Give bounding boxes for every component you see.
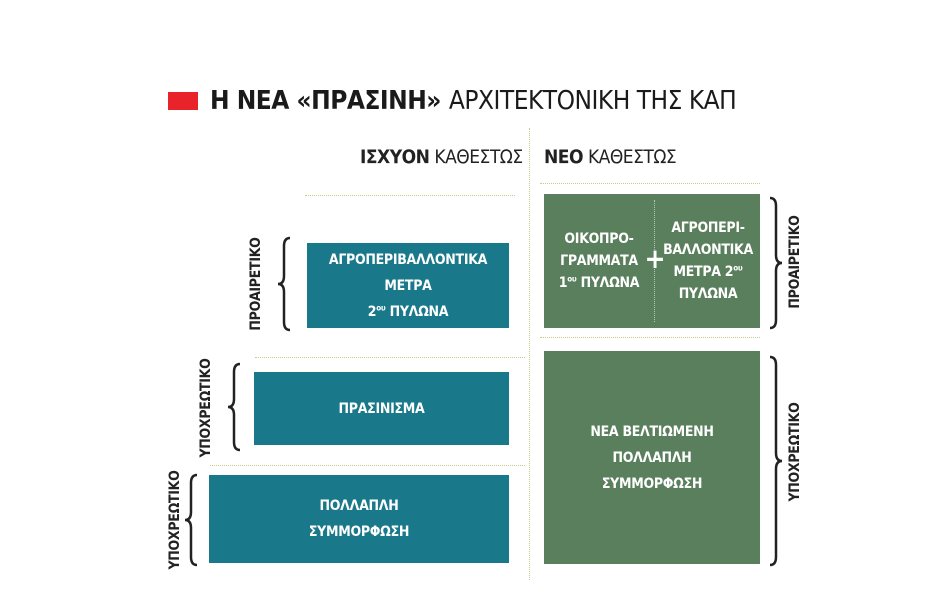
new-voluntary-box bbox=[544, 194, 760, 328]
bracket-new-voluntary bbox=[766, 196, 784, 330]
new-eco-schemes-line1: ΟΙΚΟΠΡΟ- bbox=[564, 231, 634, 247]
bracket-current-mandatory-1 bbox=[226, 362, 244, 452]
title-rest: ΑΡΧΙΤΕΚΤΟΝΙΚΗ ΤΗΣ ΚΑΠ bbox=[448, 86, 737, 116]
label-new-voluntary: ΠΡΟΑΙΡΕΤΙΚΟ bbox=[787, 215, 803, 309]
new-conditionality-line1: ΝΕΑ ΒΕΛΤΙΩΜΕΝΗ bbox=[590, 423, 714, 440]
bracket-new-mandatory bbox=[766, 355, 784, 567]
new-agri-env-pre: ΜΕΤΡΑ 2 bbox=[673, 264, 734, 280]
current-agri-env-rest: ΠΥΛΩΝΑ bbox=[389, 303, 449, 320]
column-header-current bbox=[360, 146, 523, 168]
guide-mid-right bbox=[540, 337, 760, 338]
guide-top-left bbox=[305, 195, 515, 196]
guide-top-right bbox=[540, 183, 760, 184]
new-agri-env-sup: ου bbox=[733, 263, 743, 273]
new-eco-schemes-sup: ου bbox=[567, 274, 577, 284]
new-enhanced-conditionality-box bbox=[544, 351, 760, 564]
new-eco-schemes-line3 bbox=[559, 272, 639, 294]
plus-sign: + bbox=[644, 242, 666, 275]
bracket-current-mandatory-2 bbox=[183, 473, 201, 567]
current-agri-env-box bbox=[307, 243, 509, 328]
bracket-current-voluntary bbox=[276, 236, 294, 332]
current-greening-box bbox=[254, 372, 509, 445]
column-header-current-rest: ΚΑΘΕΣΤΩΣ bbox=[434, 146, 523, 168]
new-conditionality-line3: ΣΥΜΜΟΡΦΩΣΗ bbox=[601, 475, 703, 492]
current-greening-label: ΠΡΑΣΙΝΙΣΜΑ bbox=[338, 400, 425, 417]
new-eco-schemes-rest: ΠΥΛΩΝΑ bbox=[580, 275, 640, 291]
current-agri-env-num: 2 bbox=[367, 303, 377, 320]
current-cross-compliance-line1: ΠΟΛΛΑΠΛΗ bbox=[319, 498, 399, 514]
title-bold: Η ΝΕΑ «ΠΡΑΣΙΝΗ» bbox=[210, 86, 441, 116]
column-header-new bbox=[544, 146, 676, 168]
current-agri-env-sup: ου bbox=[376, 302, 386, 312]
new-agri-env-line1: ΑΓΡΟΠΕΡΙ- bbox=[671, 220, 745, 236]
label-current-mandatory-2: ΥΠΟΧΡΕΩΤΙΚΟ bbox=[167, 470, 183, 570]
new-eco-schemes bbox=[544, 194, 654, 328]
new-agri-env bbox=[656, 194, 760, 328]
new-agri-env-line4: ΠΥΛΩΝΑ bbox=[678, 286, 738, 302]
column-header-current-bold: ΙΣΧΥΟΝ bbox=[360, 146, 430, 168]
new-agri-env-line3 bbox=[663, 261, 753, 283]
current-agri-env-line2 bbox=[307, 299, 509, 325]
label-current-mandatory-1: ΥΠΟΧΡΕΩΤΙΚΟ bbox=[198, 358, 214, 458]
new-eco-schemes-line2: ΓΡΑΜΜΑΤΑ bbox=[560, 253, 638, 269]
new-agri-env-line2: ΒΑΛΛΟΝΤΙΚΑ bbox=[663, 242, 753, 258]
guide-mid-left bbox=[255, 357, 525, 358]
label-current-voluntary: ΠΡΟΑΙΡΕΤΙΚΟ bbox=[248, 237, 264, 331]
guide-low-left bbox=[210, 465, 525, 466]
current-agri-env-line1: ΑΓΡΟΠΕΡΙΒΑΛΛΟΝΤΙΚΑ ΜΕΤΡΑ bbox=[328, 251, 488, 294]
diagram-title bbox=[168, 84, 736, 118]
current-cross-compliance-line2: ΣΥΜΜΟΡΦΩΣΗ bbox=[308, 524, 410, 540]
new-conditionality-line2: ΠΟΛΛΑΠΛΗ bbox=[612, 449, 692, 466]
label-new-mandatory: ΥΠΟΧΡΕΩΤΙΚΟ bbox=[787, 402, 803, 502]
column-header-new-bold: ΝΕΟ bbox=[544, 146, 584, 168]
title-accent-square bbox=[168, 92, 198, 110]
center-divider bbox=[529, 128, 530, 580]
new-eco-schemes-num: 1 bbox=[558, 275, 568, 291]
current-cross-compliance-box bbox=[209, 475, 509, 563]
column-header-new-rest: ΚΑΘΕΣΤΩΣ bbox=[587, 146, 677, 168]
